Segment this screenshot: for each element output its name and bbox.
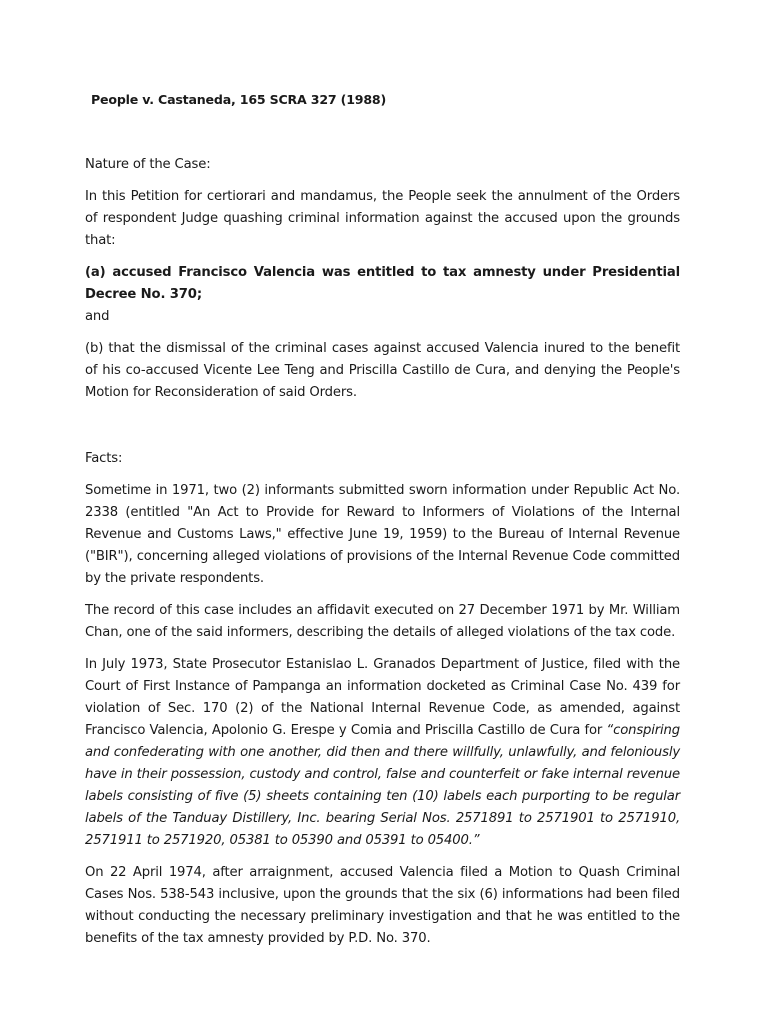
ground-a-text: (a) accused Francisco Valencia was entitled to tax amnesty under Presidential Decree No. 370;	[85, 265, 680, 302]
nature-paragraph: In this Petition for certiorari and mandamus, the People seek the annulment of the Orders of respondent Judge quashing criminal information against the accused upon the grounds that:	[85, 189, 680, 248]
ground-a-and: and	[85, 309, 110, 324]
facts-paragraph-1: Sometime in 1971, two (2) informants submitted sworn information under Republic Act No. 2338 (entitled "An Act to Provide for Reward to Informers of Violations of the Internal Revenue and Customs Laws," effective June 19, 1959) to the Bureau of Internal Revenue ("BIR"), concerning alleged violations of provisions of the Internal Revenue Code committed by the private respondents.	[85, 483, 680, 586]
ground-a-paragraph	[85, 262, 680, 328]
section-spacer	[85, 414, 680, 448]
facts-paragraph-3-text: In July 1973, State Prosecutor Estanislao L. Granados Department of Justice, filed with the Court of First Instance of Pampanga an information docketed as Criminal Case No. 439 for violation of Sec. 170 (2) of the National Internal Revenue Code, as amended, against Francisco Valencia, Apolonio G. Erespe y Comia and Priscilla Castillo de Cura for	[85, 657, 680, 738]
facts-paragraph-3	[85, 654, 680, 852]
facts-heading: Facts:	[85, 451, 123, 466]
facts-paragraph-3-quote: “conspiring and confederating with one another, did then and there willfully, unlawfully, and feloniously have in their possession, custody and control, false and counterfeit or fake internal revenue labels consisting of five (5) sheets containing ten (10) labels each purporting to be regular labels of the Tanduay Distillery, Inc. bearing Serial Nos. 2571891 to 2571901 to 2571910, 2571911 to 2571920, 05381 to 05390 and 05391 to 05400.”	[85, 723, 680, 848]
ground-b-paragraph: (b) that the dismissal of the criminal cases against accused Valencia inured to the benefit of his co-accused Vicente Lee Teng and Priscilla Castillo de Cura, and denying the People's Motion for Reconsideration of said Orders.	[85, 341, 680, 400]
facts-paragraph-2: The record of this case includes an affidavit executed on 27 December 1971 by Mr. William Chan, one of the said informers, describing the details of alleged violations of the tax code.	[85, 603, 680, 640]
nature-heading: Nature of the Case:	[85, 157, 211, 172]
case-title: People v. Castaneda, 165 SCRA 327 (1988)	[91, 92, 387, 107]
facts-paragraph-4: On 22 April 1974, after arraignment, accused Valencia filed a Motion to Quash Criminal Cases Nos. 538-543 inclusive, upon the grounds that the six (6) informations had been filed without conducting the necessary preliminary investigation and that he was entitled to the benefits of the tax amnesty provided by P.D. No. 370.	[85, 865, 680, 946]
